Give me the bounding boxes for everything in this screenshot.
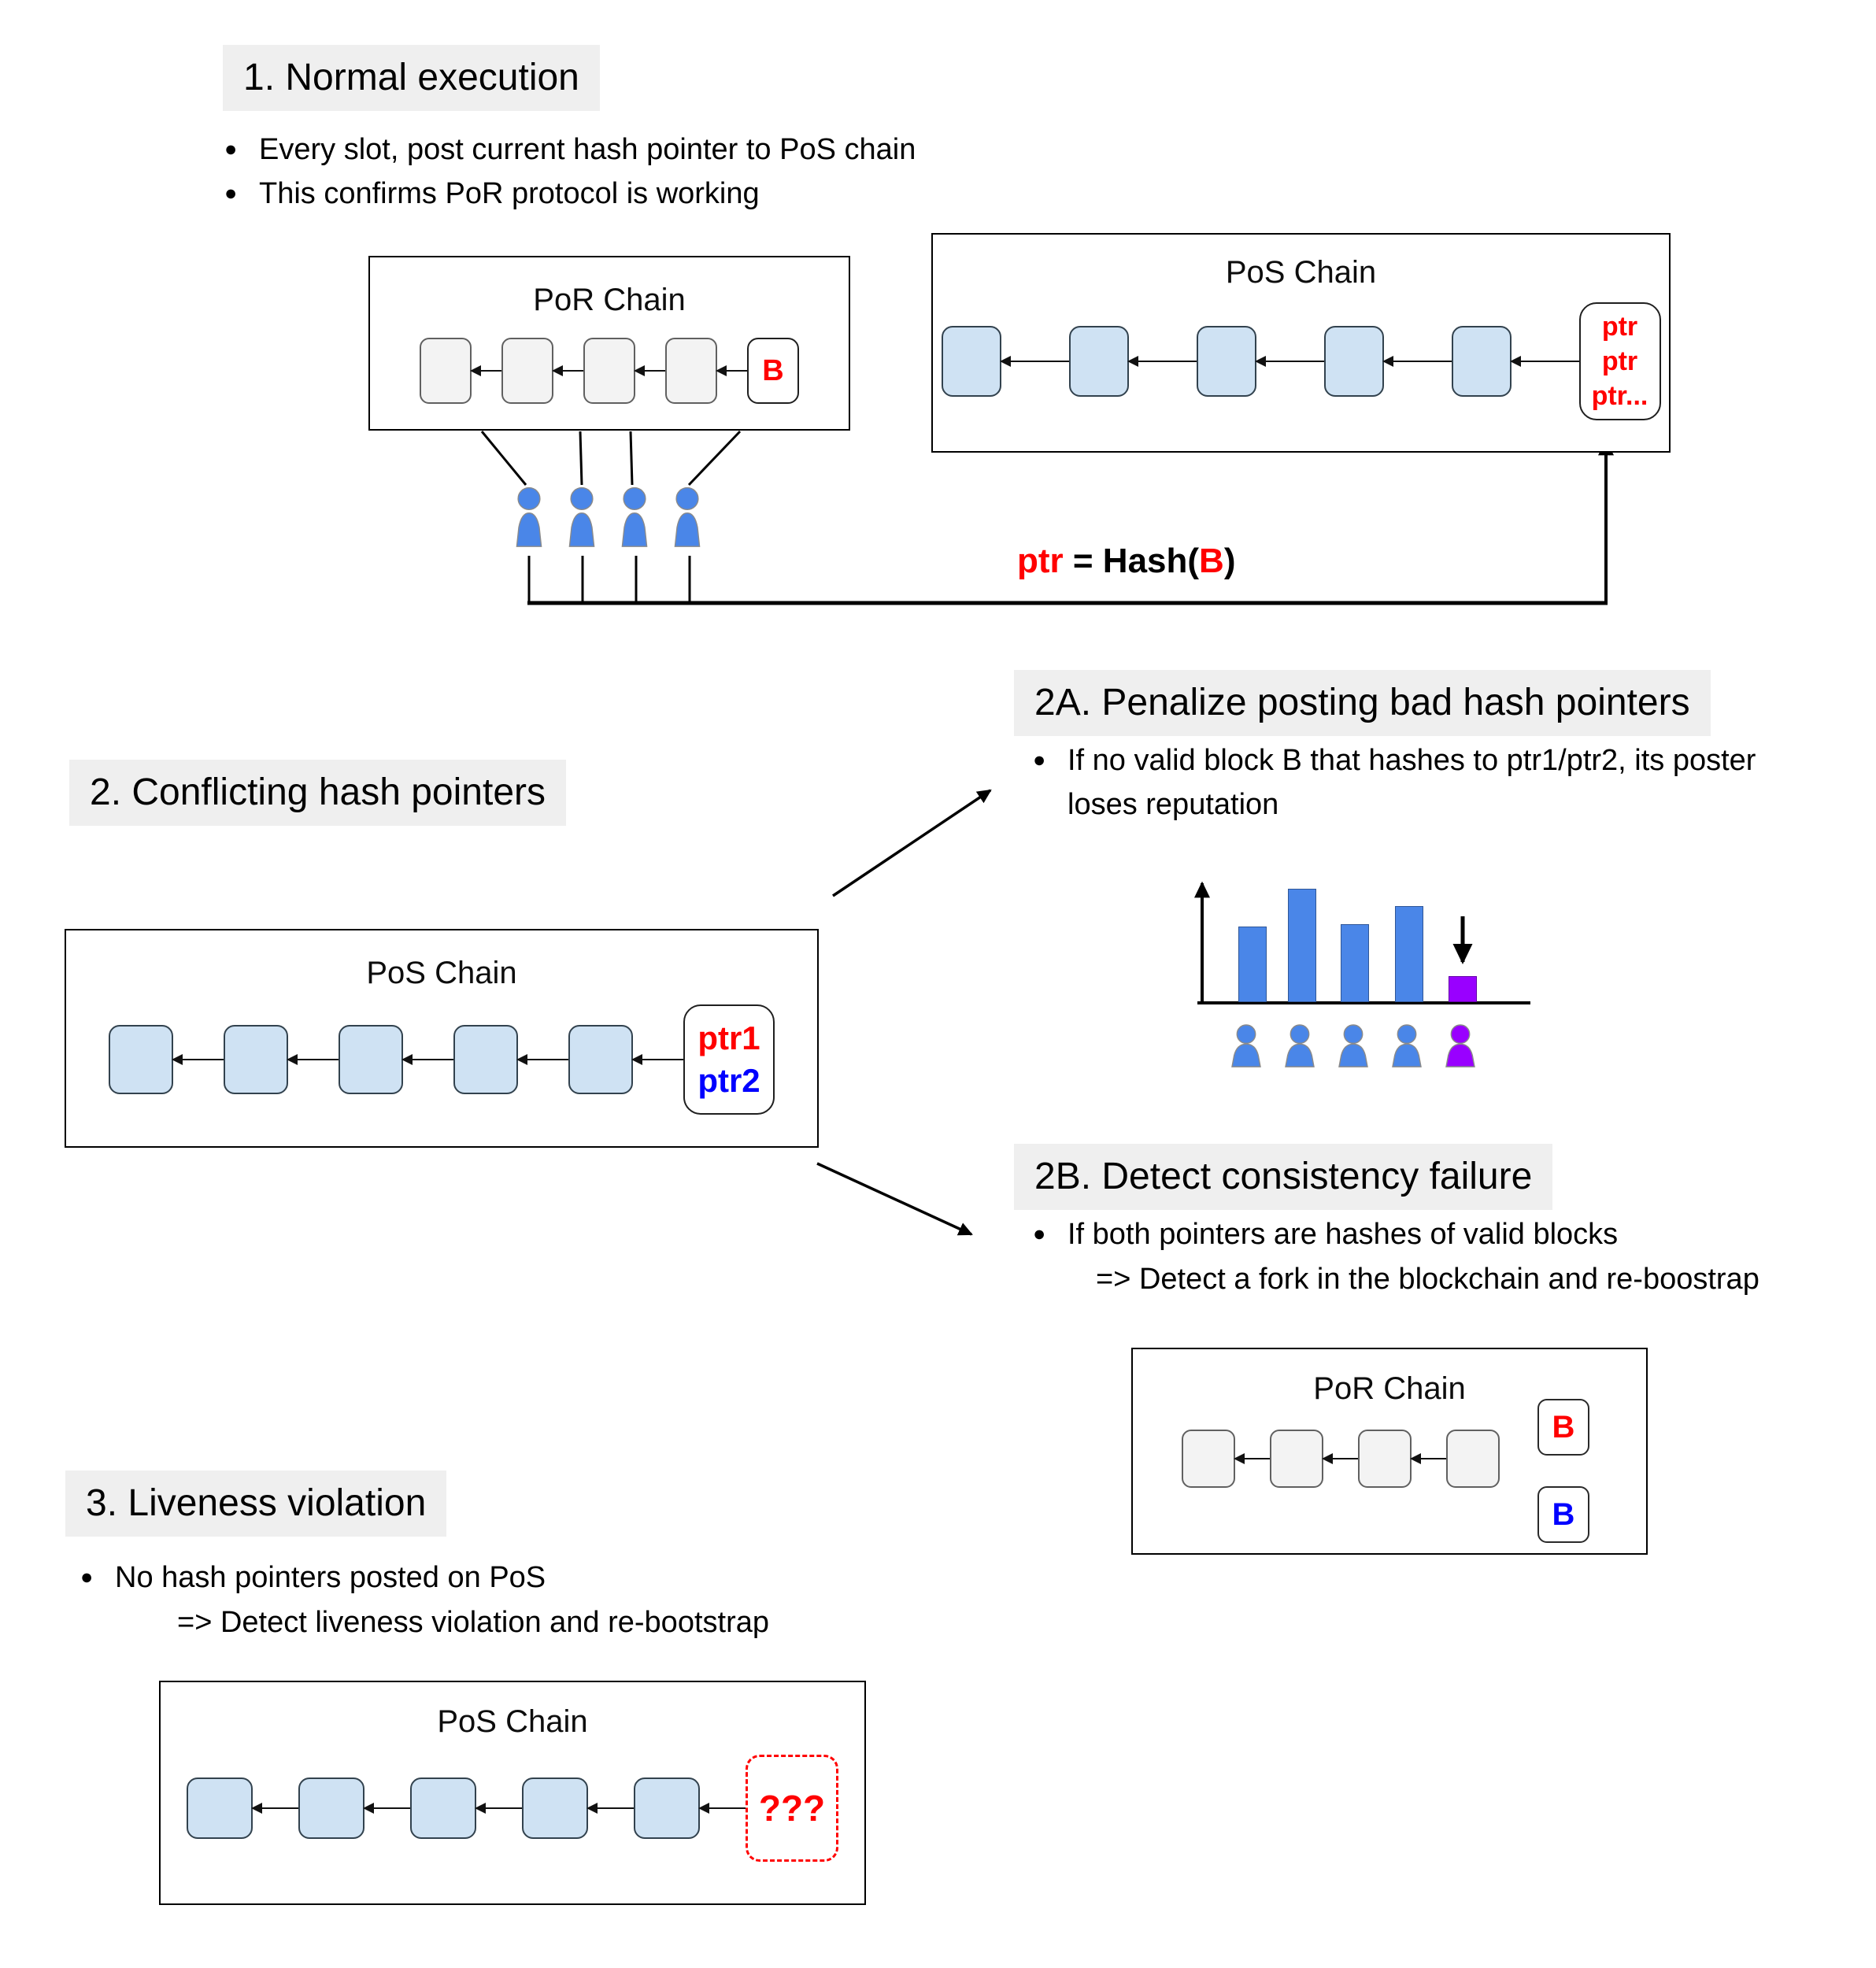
person-icon-part — [516, 513, 541, 546]
por-validators-people — [509, 482, 708, 551]
section2b-consequence: => Detect a fork in the blockchain and re-boostrap — [1096, 1263, 1759, 1296]
chain-block — [583, 338, 635, 404]
connector-line — [482, 431, 526, 485]
chain-link-arrow — [253, 1807, 298, 1809]
chain-block — [942, 326, 1001, 397]
chain-blocks-row — [161, 1755, 864, 1862]
person-icon-part — [1393, 1044, 1421, 1067]
chain-link-arrow — [1384, 361, 1452, 362]
chain-block — [1270, 1430, 1323, 1488]
chain-link-arrow — [364, 1807, 410, 1809]
bullet-item: ● Every slot, post current hash pointer to PoS chain — [223, 128, 916, 172]
person-icon — [667, 482, 708, 551]
block-label: ptr... — [1591, 381, 1648, 411]
section1-title: 1. Normal execution — [223, 45, 600, 111]
chain-block — [187, 1777, 253, 1839]
chain-title: PoS Chain — [1225, 255, 1377, 290]
chain-link-arrow — [633, 1059, 683, 1060]
person-icon-part — [1397, 1025, 1415, 1043]
person-icon-part — [1232, 1044, 1260, 1067]
person-icon-part — [1446, 1044, 1475, 1067]
chain-title: PoS Chain — [366, 956, 517, 990]
reputation-bar — [1288, 889, 1316, 1002]
chain-link-arrow — [403, 1059, 453, 1060]
person-icon — [614, 482, 655, 551]
chain-link-arrow — [1323, 1458, 1358, 1459]
section3-bullets — [79, 1556, 546, 1600]
section3-consequence: => Detect liveness violation and re-bootstrap — [177, 1606, 769, 1639]
chain-title: PoS Chain — [437, 1704, 588, 1739]
section2a-title: 2A. Penalize posting bad hash pointers — [1014, 670, 1711, 736]
person-icon — [1386, 1023, 1428, 1069]
chain-link-arrow — [288, 1059, 339, 1060]
por-chain-box-normal — [368, 256, 850, 431]
reputation-bar — [1341, 924, 1369, 1002]
block-label: ptr — [1601, 346, 1638, 376]
connector-line — [631, 431, 632, 485]
person-icon — [1278, 1023, 1321, 1069]
chain-link-arrow — [717, 370, 747, 372]
reputation-bar — [1238, 927, 1267, 1002]
pos-chain-box-normal — [931, 233, 1671, 453]
person-icon-part — [1451, 1025, 1469, 1043]
person-icon-part — [569, 513, 594, 546]
bullet-item: ● No hash pointers posted on PoS — [79, 1556, 546, 1600]
chain-block — [1446, 1430, 1500, 1488]
chain-link-arrow — [553, 370, 583, 372]
chain-block — [665, 338, 717, 404]
chain-block — [1324, 326, 1384, 397]
chain-link-arrow — [1001, 361, 1069, 362]
hash-formula-ptr: ptr — [1017, 542, 1064, 580]
chain-link-arrow — [1129, 361, 1197, 362]
hash-formula-label — [1017, 542, 1235, 581]
connector-line — [689, 431, 740, 485]
chain-link-arrow — [472, 370, 501, 372]
arrow-to-2a — [833, 790, 990, 896]
section2b-title: 2B. Detect consistency failure — [1014, 1144, 1552, 1210]
person-icon — [561, 482, 602, 551]
section2b-bullets — [1031, 1212, 1618, 1256]
labeled-block — [683, 1004, 775, 1115]
chain-block — [1452, 326, 1512, 397]
hash-formula-mid: = Hash( — [1063, 542, 1200, 580]
chain-link-arrow — [1412, 1458, 1446, 1459]
person-icon-part — [1339, 1044, 1367, 1067]
chain-block — [109, 1025, 173, 1094]
person-icon-part — [571, 488, 593, 510]
labeled-block — [746, 1755, 838, 1862]
arrow-to-2b — [817, 1163, 971, 1234]
block-label: ??? — [758, 1788, 826, 1829]
bullet-item: ● This confirms PoR protocol is working — [223, 172, 916, 216]
chain-block — [568, 1025, 633, 1094]
chain-link-arrow — [1256, 361, 1324, 362]
chain-block — [1197, 326, 1256, 397]
person-icon — [509, 482, 549, 551]
reputation-bar-chart — [1228, 888, 1504, 1002]
person-icon-part — [623, 488, 646, 510]
person-icon-part — [1290, 1025, 1308, 1043]
person-icon-part — [1237, 1025, 1255, 1043]
person-icon-part — [1286, 1044, 1314, 1067]
person-icon-part — [1344, 1025, 1362, 1043]
bullet-item: ● If no valid block B that hashes to ptr1/ptr2, its poster loses reputation — [1031, 738, 1799, 827]
person-icon — [1225, 1023, 1267, 1069]
labeled-block — [1579, 302, 1661, 420]
connector-line — [580, 431, 582, 485]
reputation-bar-penalized — [1449, 976, 1477, 1002]
chain-block — [339, 1025, 403, 1094]
chain-block — [634, 1777, 700, 1839]
block-label: B — [762, 353, 784, 387]
person-icon — [1332, 1023, 1375, 1069]
fork-block-b-red: B — [1537, 1399, 1589, 1456]
pos-chain-box-conflict — [65, 929, 819, 1148]
reputation-people-row — [1225, 1023, 1482, 1069]
chain-block — [410, 1777, 476, 1839]
bullet-item: ● If both pointers are hashes of valid blocks — [1031, 1212, 1618, 1256]
person-icon-part — [676, 488, 698, 510]
person-icon-penalized — [1439, 1023, 1482, 1069]
fork-block-b-blue: B — [1537, 1486, 1589, 1543]
person-icon-part — [622, 513, 646, 546]
block-label: ptr — [1601, 312, 1638, 342]
chain-block — [1358, 1430, 1412, 1488]
chain-block — [298, 1777, 364, 1839]
block-label: ptr1 — [697, 1019, 760, 1056]
chain-link-arrow — [1235, 1458, 1270, 1459]
chain-blocks-row — [933, 302, 1669, 420]
chain-link-arrow — [518, 1059, 568, 1060]
chain-link-arrow — [700, 1807, 746, 1809]
chain-block — [224, 1025, 288, 1094]
chain-block — [522, 1777, 588, 1839]
section1-bullets — [223, 128, 916, 216]
chain-block — [1182, 1430, 1235, 1488]
chain-block — [1069, 326, 1129, 397]
block-label: ptr2 — [697, 1062, 760, 1099]
chain-link-arrow — [635, 370, 665, 372]
person-icon-part — [518, 488, 540, 510]
chain-link-arrow — [1512, 361, 1579, 362]
labeled-block — [747, 338, 799, 404]
chain-link-arrow — [588, 1807, 634, 1809]
chain-blocks-row — [66, 1004, 817, 1115]
chain-block — [453, 1025, 518, 1094]
chain-block — [420, 338, 472, 404]
chain-blocks-row — [370, 338, 849, 404]
chain-title: PoR Chain — [533, 283, 686, 317]
hash-formula-b: B — [1199, 542, 1224, 580]
reputation-bar — [1395, 906, 1423, 1002]
section2a-bullets — [1031, 738, 1799, 827]
hash-formula-end: ) — [1223, 542, 1236, 580]
person-icon-part — [675, 513, 699, 546]
chain-title: PoR Chain — [1313, 1371, 1466, 1406]
chain-link-arrow — [476, 1807, 522, 1809]
section3-title: 3. Liveness violation — [65, 1470, 446, 1537]
pos-chain-box-liveness — [159, 1681, 866, 1905]
chain-link-arrow — [173, 1059, 224, 1060]
chain-block — [501, 338, 553, 404]
section2-title: 2. Conflicting hash pointers — [69, 760, 566, 826]
